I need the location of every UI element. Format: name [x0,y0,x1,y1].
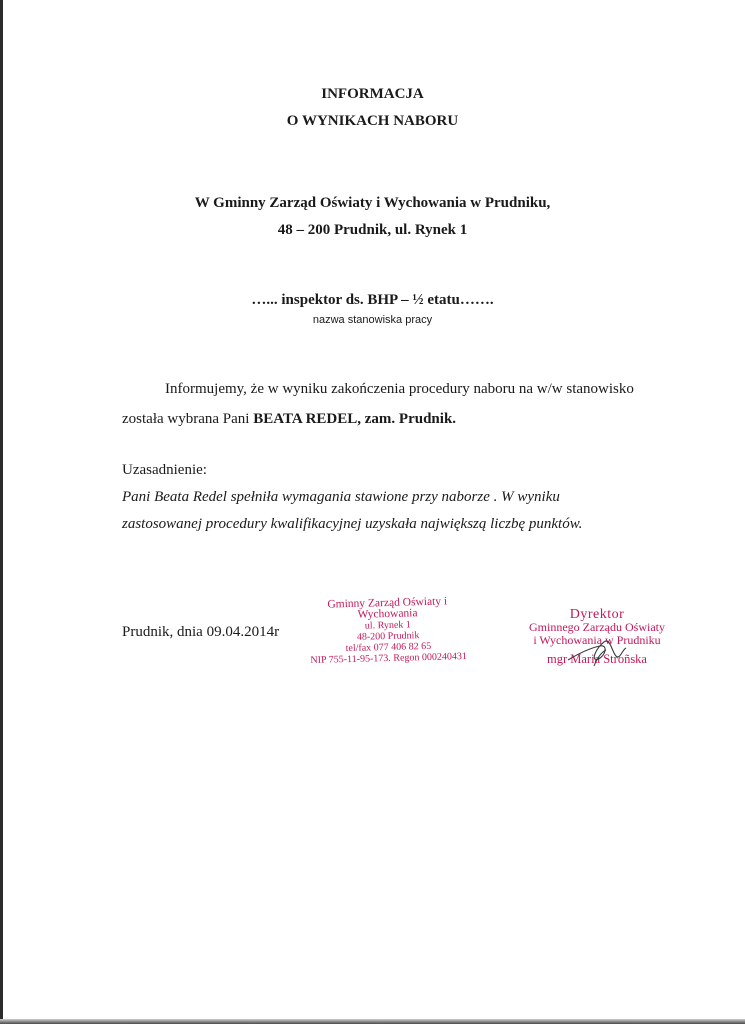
institution-stamp [299,596,477,667]
justification-line-1: Pani Beata Redel spełniła wymagania stawione przy naborze . W wyniku [122,489,560,505]
document-date: Prudnik, dnia 09.04.2014r [122,624,280,640]
stamp-director-line-1: Gminnego Zarządu Oświaty [529,620,665,634]
stamp-director-line-2: i Wychowania w Prudniku [533,633,661,647]
stamp-signatory: mgr Maria Stroñska [547,652,647,666]
stamp-institution-name: Gminny Zarząd Oświaty i Wychowania [327,595,448,621]
document-subtitle: O WYNIKACH NABORU [286,113,459,129]
stamp-ids: NIP 755-11-95-173. Regon 000240431 [310,650,468,667]
handwritten-signature [560,626,630,676]
announcement-line-2 [122,411,456,428]
position-title: …... inspektor ds. BHP – ½ etatu……. [251,292,494,308]
announcement-line-1: Informujemy, że w wyniku zakończenia procedury naboru na w/w stanowisko [165,381,634,397]
scan-edge-left [0,0,3,1024]
institution-name: W Gminny Zarząd Oświaty i Wychowania w Prudniku, [194,195,551,211]
announcement-prefix: została wybrana Pani [122,411,254,427]
selected-candidate: BEATA REDEL, zam. Prudnik. [253,411,457,427]
stamp-phone: tel/fax 077 406 82 65 [345,640,432,655]
institution-address: 48 – 200 Prudnik, ul. Rynek 1 [277,222,468,238]
justification-line-2: zastosowanej procedury kwalifikacyjnej uzyskała największą liczbę punktów. [122,516,583,532]
position-caption: nazwa stanowiska pracy [312,314,433,326]
justification-label: Uzasadnienie: [122,462,207,478]
scan-edge-bottom [0,1019,745,1024]
stamp-street: ul. Rynek 1 [364,619,411,632]
document-title: INFORMACJA [321,86,424,102]
stamp-director-title: Dyrektor [569,607,625,622]
stamp-city: 48-200 Prudnik [356,630,420,643]
